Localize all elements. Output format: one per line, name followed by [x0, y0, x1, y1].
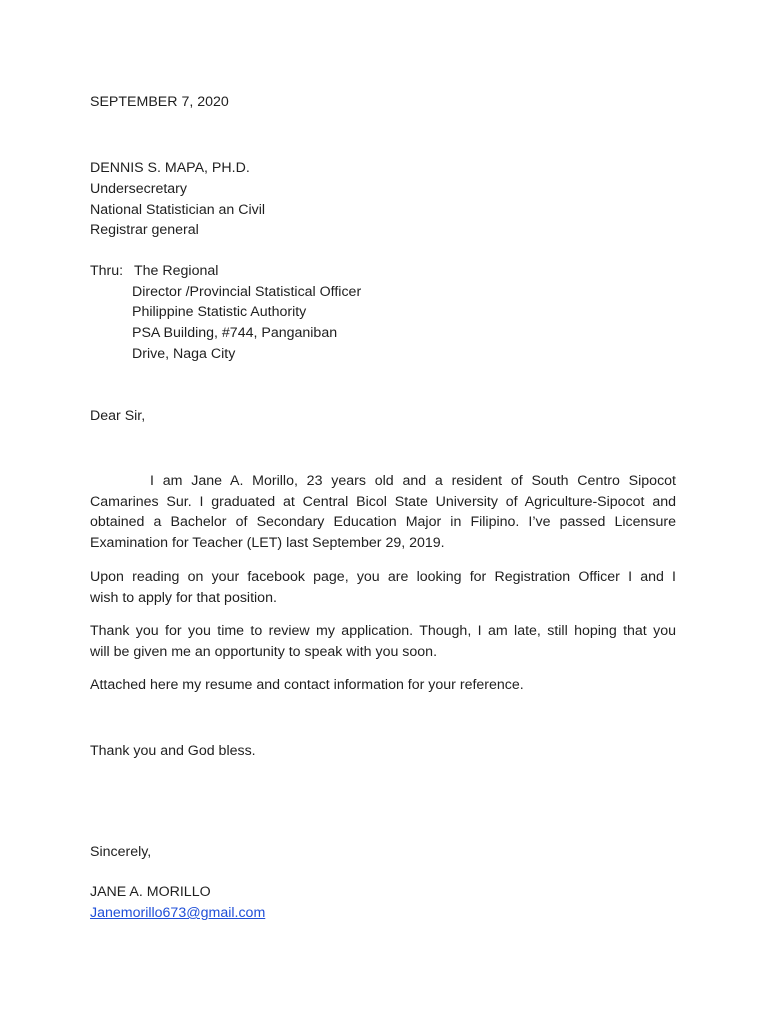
- thru-label: Thru:: [90, 263, 124, 279]
- body-p1-line2: Camarines Sur. I graduated at Central Bicol State University of Agriculture-Sipocot and: [90, 493, 676, 510]
- body-paragraph-2: [90, 567, 676, 608]
- body-paragraph-3: [90, 621, 676, 662]
- body-p1-line1: I am Jane A. Morillo, 23 years old and a resident of South Centro Sipocot: [150, 473, 676, 489]
- recipient-title-line2: National Statistician an Civil: [90, 202, 266, 218]
- thru-line5: Drive, Naga City: [132, 346, 236, 362]
- recipient-title-line3: Registrar general: [90, 222, 199, 238]
- salutation: Dear Sir,: [90, 408, 146, 424]
- body-p3-line2: will be given me an opportunity to speak with you soon.: [90, 643, 438, 660]
- recipient-title-line1: Undersecretary: [90, 181, 187, 197]
- signature-name: JANE A. MORILLO: [90, 884, 211, 900]
- body-p1-line3: obtained a Bachelor of Secondary Education Major in Filipino. I’ve passed Licensure: [90, 514, 676, 531]
- body-paragraph-4: Attached here my resume and contact information for your reference.: [90, 677, 524, 693]
- body-paragraph-1: [90, 471, 676, 554]
- thru-line4: PSA Building, #744, Panganiban: [132, 325, 338, 341]
- letter-date: SEPTEMBER 7, 2020: [90, 94, 229, 110]
- body-p2-line2: wish to apply for that position.: [90, 589, 277, 606]
- body-p1-line4: Examination for Teacher (LET) last September 29, 2019.: [90, 535, 445, 552]
- body-p3-line1: Thank you for you time to review my application. Though, I am late, still hoping that you: [90, 623, 676, 639]
- closing-sincerely: Sincerely,: [90, 844, 152, 860]
- email-link[interactable]: Janemorillo673@gmail.com: [90, 905, 266, 921]
- recipient-name: DENNIS S. MAPA, PH.D.: [90, 160, 250, 176]
- closing-thanks: Thank you and God bless.: [90, 743, 256, 759]
- thru-line3: Philippine Statistic Authority: [132, 304, 307, 320]
- body-p2-line1: Upon reading on your facebook page, you are looking for Registration Officer I and I: [90, 569, 676, 585]
- thru-line1: The Regional: [134, 263, 219, 279]
- thru-line2: Director /Provincial Statistical Officer: [132, 284, 362, 300]
